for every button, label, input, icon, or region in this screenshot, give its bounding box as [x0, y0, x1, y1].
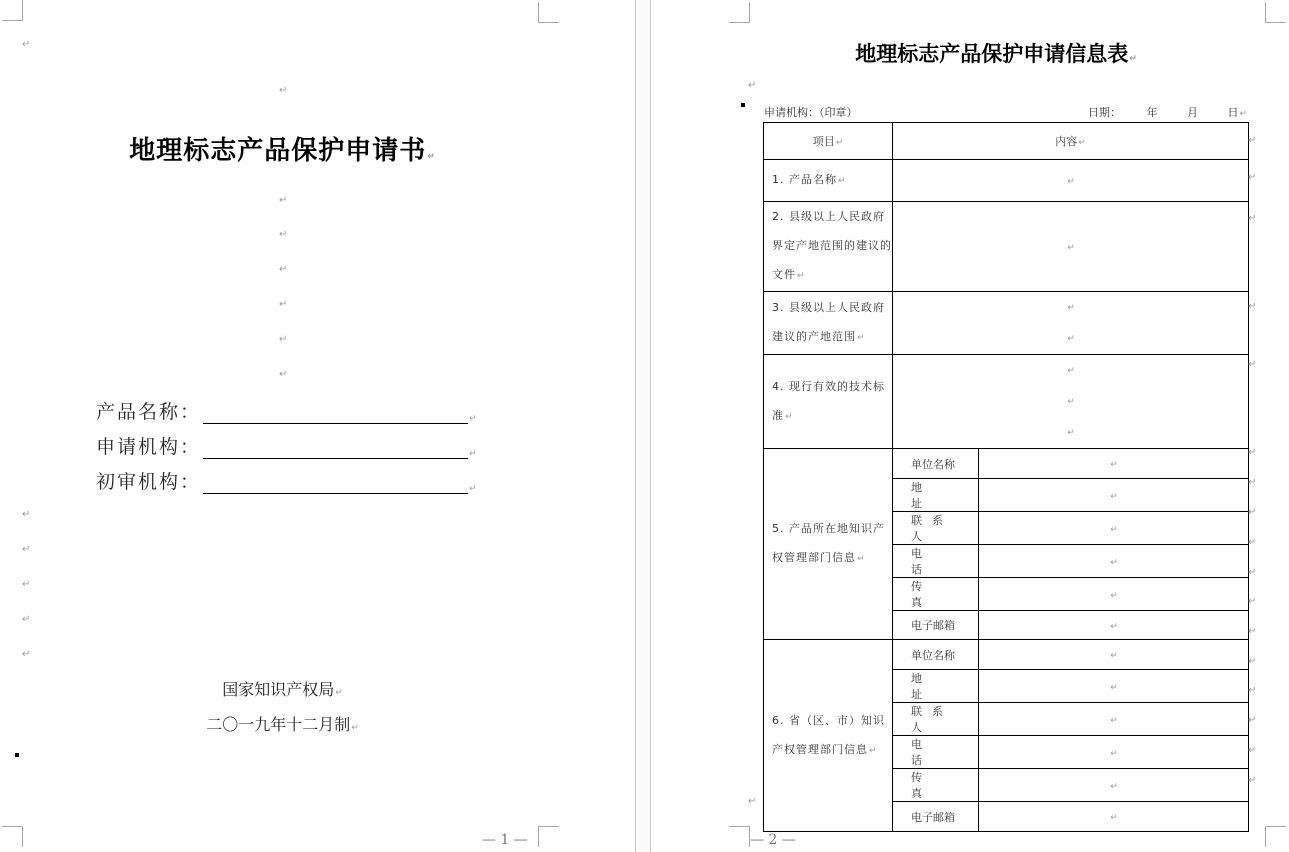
paragraph-mark-icon: ↵: [1239, 109, 1248, 119]
sub-label: 单位名称: [893, 640, 979, 670]
product-name-input[interactable]: ↵: [893, 160, 1249, 202]
field-applicant[interactable]: [96, 432, 479, 459]
field-label: 申请机构：: [96, 436, 202, 458]
row-end-mark-icon: ↵: [1248, 685, 1257, 696]
table-header-row: [764, 123, 1249, 160]
row-end-mark-icon: ↵: [1248, 477, 1257, 488]
field-reviewer[interactable]: [96, 467, 479, 494]
paragraph-mark-icon: ↵: [22, 544, 31, 555]
group-label-local-ip-office: 5. 产品所在地知识产权管理部门信息↵: [764, 449, 893, 640]
row-end-mark-icon: ↵: [1248, 507, 1257, 518]
sub-label: 传真: [893, 769, 979, 802]
provincial-office-name-input[interactable]: ↵: [979, 640, 1249, 670]
local-office-phone-input[interactable]: ↵: [979, 545, 1249, 578]
boundary-document-input[interactable]: ↵: [893, 202, 1249, 292]
crop-mark-top-right: [538, 2, 559, 23]
local-office-fax-input[interactable]: ↵: [979, 578, 1249, 611]
paragraph-mark-icon: ↵: [22, 509, 31, 520]
paragraph-mark-icon: ↵: [279, 369, 288, 380]
row-end-mark-icon: ↵: [1248, 775, 1257, 786]
header-item: 项目↵: [764, 123, 893, 160]
sub-label: 联系人: [893, 512, 979, 545]
page-number: — 2 —: [750, 832, 796, 848]
row-end-mark-icon: ↵: [1248, 656, 1257, 667]
sub-label: 联系人: [893, 703, 979, 736]
row-label: 1. 产品名称↵: [764, 160, 893, 202]
paragraph-mark-icon: ↵: [748, 80, 757, 91]
sub-label: 传真: [893, 578, 979, 611]
crop-mark-bottom-left: [2, 826, 23, 847]
row-end-mark-icon: ↵: [1248, 567, 1257, 578]
applicant-seal-label: 申请机构：（印章）: [764, 106, 858, 119]
crop-mark-bottom-left: [729, 826, 750, 847]
paragraph-mark-icon: ↵: [335, 688, 343, 698]
technical-standard-input[interactable]: ↵ ↵ ↵: [893, 355, 1249, 449]
row-label: 3. 县级以上人民政府建议的产地范围↵: [764, 292, 893, 355]
paragraph-mark-icon: ↵: [1129, 54, 1137, 64]
table-row: [764, 640, 1249, 670]
paragraph-mark-icon: ↵: [427, 152, 436, 162]
row-end-mark-icon: ↵: [1248, 537, 1257, 548]
local-office-address-input[interactable]: ↵: [979, 479, 1249, 512]
row-end-mark-icon: ↵: [1248, 626, 1257, 637]
paragraph-mark-icon: ↵: [279, 299, 288, 310]
table-row: [764, 202, 1249, 292]
paragraph-mark-icon: ↵: [279, 195, 288, 206]
crop-mark-bottom-right: [538, 826, 559, 847]
local-office-contact-input[interactable]: ↵: [979, 512, 1249, 545]
paragraph-mark-icon: ↵: [22, 614, 31, 625]
row-end-mark-icon: ↵: [1248, 359, 1257, 370]
provincial-office-address-input[interactable]: ↵: [979, 670, 1249, 703]
paragraph-mark-icon: ↵: [279, 85, 288, 96]
sub-label: 电子邮箱: [893, 611, 979, 640]
date-made[interactable]: 二〇一九年十二月制↵: [206, 715, 359, 734]
provincial-office-email-input[interactable]: ↵: [979, 802, 1249, 832]
header-content: 内容↵: [893, 123, 1249, 160]
document-title[interactable]: 地理标志产品保护申请书↵: [129, 136, 436, 166]
sub-label: 地址: [893, 670, 979, 703]
page-1: [0, 0, 635, 852]
row-end-mark-icon: ↵: [1248, 135, 1257, 146]
page-2: [651, 0, 1289, 852]
page-gap: [635, 0, 651, 852]
row-label: 4. 现行有效的技术标准↵: [764, 355, 893, 449]
row-end-mark-icon: ↵: [1248, 172, 1257, 183]
product-name-blank[interactable]: [203, 403, 468, 424]
sub-label: 电子邮箱: [893, 802, 979, 832]
field-product-name[interactable]: [96, 397, 479, 424]
anchor-marker-icon: [741, 103, 745, 107]
info-table: [763, 122, 1249, 832]
paragraph-mark-icon: ↵: [469, 449, 479, 459]
paragraph-mark-icon: ↵: [279, 229, 288, 240]
row-label: 2. 县级以上人民政府界定产地范围的建议的文件↵: [764, 202, 893, 292]
issuer[interactable]: 国家知识产权局↵: [222, 680, 343, 699]
paragraph-mark-icon: ↵: [351, 723, 359, 733]
table-row: [764, 355, 1249, 449]
row-end-mark-icon: ↵: [1248, 596, 1257, 607]
page-number: — 1 —: [482, 832, 528, 848]
production-area-input[interactable]: ↵ ↵: [893, 292, 1249, 355]
date-line[interactable]: 日期： 年 月 日↵: [1088, 106, 1248, 119]
anchor-marker-icon: [15, 753, 19, 757]
provincial-office-phone-input[interactable]: ↵: [979, 736, 1249, 769]
crop-mark-bottom-right: [1265, 826, 1286, 847]
sub-label: 电话: [893, 736, 979, 769]
sub-label: 电话: [893, 545, 979, 578]
reviewer-blank[interactable]: [203, 473, 468, 494]
paragraph-mark-icon: ↵: [748, 796, 757, 807]
row-end-mark-icon: ↵: [1248, 447, 1257, 458]
crop-mark-top-right: [1265, 2, 1286, 23]
paragraph-mark-icon: ↵: [469, 484, 479, 494]
table-row: [764, 160, 1249, 202]
paragraph-mark-icon: ↵: [22, 579, 31, 590]
paragraph-mark-icon: ↵: [22, 649, 31, 660]
field-label: 初审机构：: [96, 471, 202, 493]
row-end-mark-icon: ↵: [1248, 301, 1257, 312]
sub-label: 地址: [893, 479, 979, 512]
provincial-office-contact-input[interactable]: ↵: [979, 703, 1249, 736]
paragraph-mark-icon: ↵: [469, 414, 479, 424]
paragraph-mark-icon: ↵: [22, 39, 31, 50]
crop-mark-top-left: [2, 0, 23, 21]
local-office-name-input[interactable]: ↵: [979, 449, 1249, 479]
field-label: 产品名称：: [96, 401, 202, 423]
table-row: [764, 449, 1249, 479]
row-end-mark-icon: ↵: [1248, 745, 1257, 756]
crop-mark-top-left: [729, 2, 750, 23]
paragraph-mark-icon: ↵: [279, 264, 288, 275]
local-office-email-input[interactable]: ↵: [979, 611, 1249, 640]
table-row: [764, 292, 1249, 355]
form-title[interactable]: 地理标志产品保护申请信息表↵: [855, 42, 1137, 66]
sub-label: 单位名称: [893, 449, 979, 479]
paragraph-mark-icon: ↵: [279, 334, 288, 345]
provincial-office-fax-input[interactable]: ↵: [979, 769, 1249, 802]
row-end-mark-icon: ↵: [1248, 715, 1257, 726]
group-label-provincial-ip-office: 6. 省（区、市）知识产权管理部门信息↵: [764, 640, 893, 832]
applicant-blank[interactable]: [203, 438, 468, 459]
row-end-mark-icon: ↵: [1248, 213, 1257, 224]
